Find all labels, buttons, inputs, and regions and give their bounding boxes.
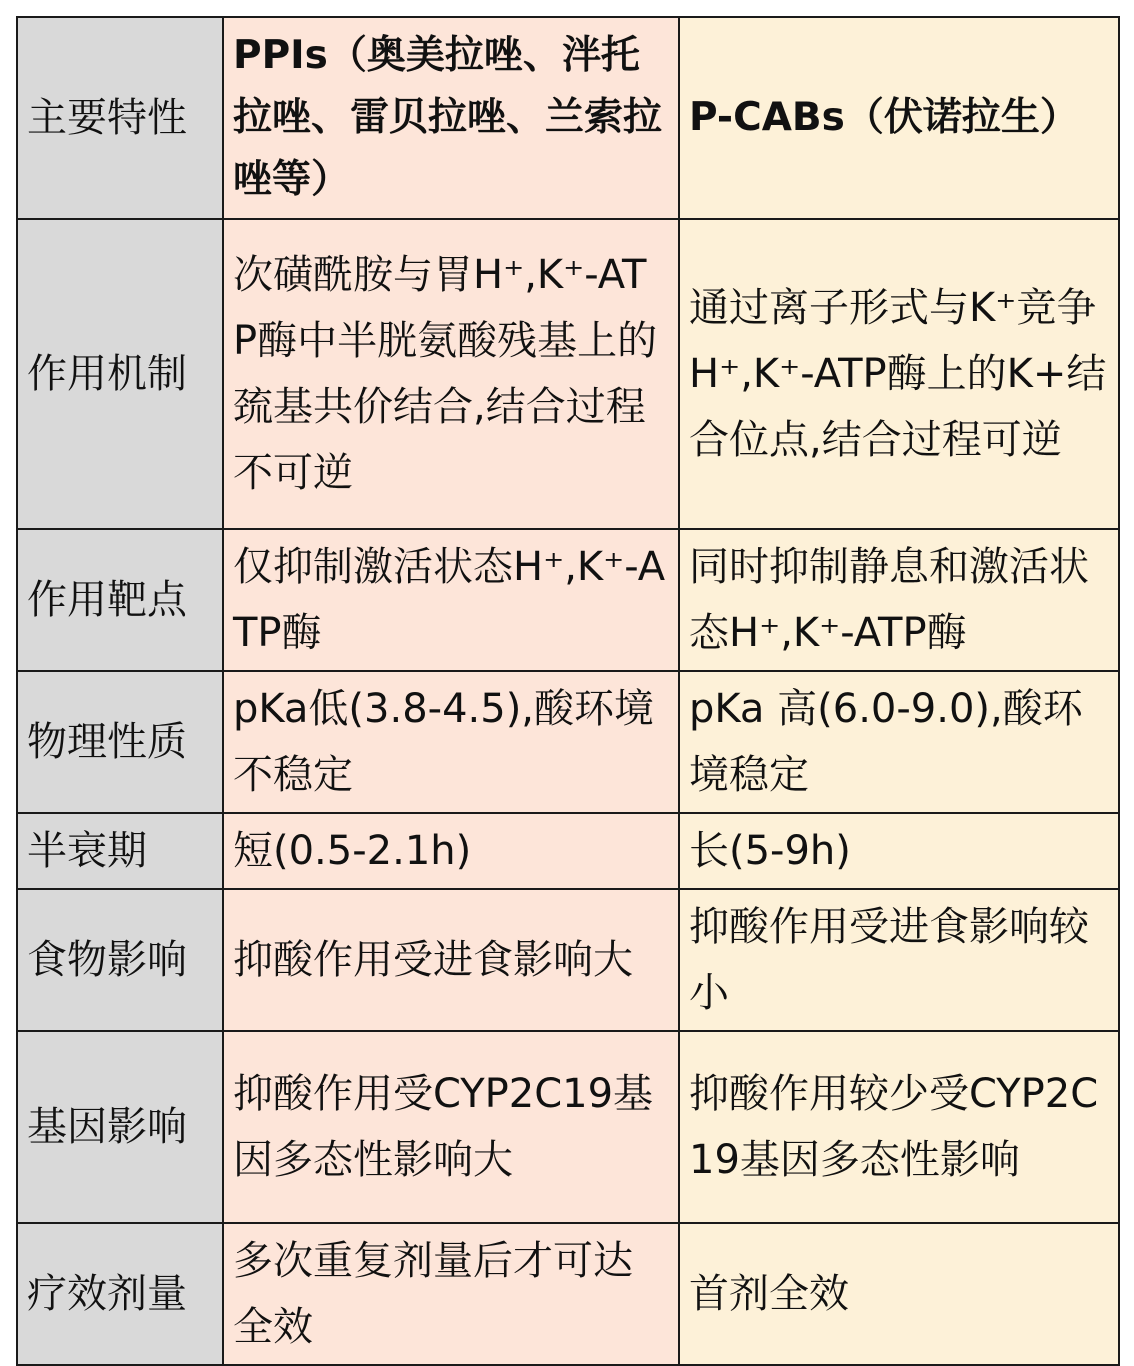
ppis-cell: 短(0.5-2.1h) [223, 813, 679, 889]
table-row [17, 813, 1119, 889]
comparison-table [16, 16, 1120, 1366]
ppis-cell: 次磺酰胺与胃H⁺,K⁺-ATP酶中半胱氨酸残基上的巯基共价结合,结合过程不可逆 [223, 219, 679, 529]
table-row [17, 671, 1119, 813]
pcabs-cell: 首剂全效 [679, 1223, 1119, 1365]
header-row [17, 17, 1119, 219]
row-label-cell: 半衰期 [17, 813, 223, 889]
table-row [17, 219, 1119, 529]
table-row [17, 889, 1119, 1031]
table-row [17, 529, 1119, 671]
pcabs-cell: 长(5-9h) [679, 813, 1119, 889]
header-label-cell: 主要特性 [17, 17, 223, 219]
ppis-cell: 仅抑制激活状态H⁺,K⁺-ATP酶 [223, 529, 679, 671]
ppis-cell: 抑酸作用受CYP2C19基因多态性影响大 [223, 1031, 679, 1223]
pcabs-cell: pKa 高(6.0-9.0),酸环境稳定 [679, 671, 1119, 813]
header-pcabs-cell: P-CABs（伏诺拉生） [679, 17, 1119, 219]
ppis-cell: 多次重复剂量后才可达全效 [223, 1223, 679, 1365]
table-row [17, 1223, 1119, 1365]
pcabs-cell: 抑酸作用较少受CYP2C19基因多态性影响 [679, 1031, 1119, 1223]
table-row [17, 1031, 1119, 1223]
ppis-cell: pKa低(3.8-4.5),酸环境不稳定 [223, 671, 679, 813]
row-label-cell: 疗效剂量 [17, 1223, 223, 1365]
ppis-cell: 抑酸作用受进食影响大 [223, 889, 679, 1031]
pcabs-cell: 抑酸作用受进食影响较小 [679, 889, 1119, 1031]
pcabs-cell: 通过离子形式与K⁺竞争H⁺,K⁺-ATP酶上的K+结合位点,结合过程可逆 [679, 219, 1119, 529]
row-label-cell: 基因影响 [17, 1031, 223, 1223]
pcabs-cell: 同时抑制静息和激活状态H⁺,K⁺-ATP酶 [679, 529, 1119, 671]
row-label-cell: 食物影响 [17, 889, 223, 1031]
header-ppis-cell: PPIs（奥美拉唑、泮托拉唑、雷贝拉唑、兰索拉唑等） [223, 17, 679, 219]
row-label-cell: 物理性质 [17, 671, 223, 813]
row-label-cell: 作用靶点 [17, 529, 223, 671]
row-label-cell: 作用机制 [17, 219, 223, 529]
